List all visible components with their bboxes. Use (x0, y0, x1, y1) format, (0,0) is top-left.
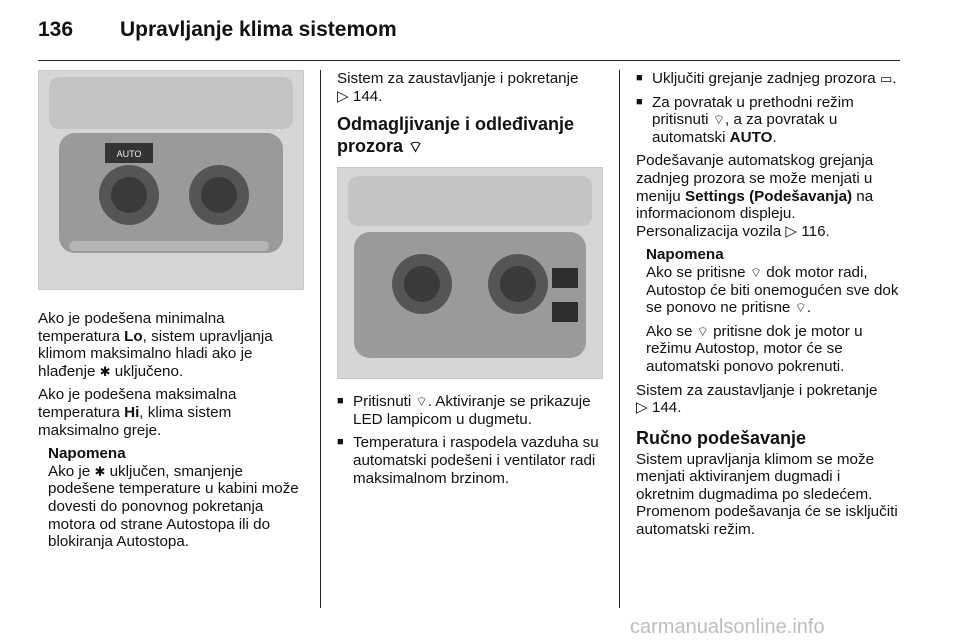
windshield-defrost-icon: ⌔ (712, 112, 726, 128)
climate-panel-defrost-photo (337, 167, 603, 379)
column-divider-1 (320, 70, 321, 608)
column-divider-2 (619, 70, 620, 608)
paragraph-min-temp: Ako je podešena minimalna temperatura Lo, sistem upravljanja klimom maksimalno hladi ako je hlađenje ✱ uključeno. (38, 310, 273, 380)
paragraph-settings: Podešavanje automatskog grejanja zadnjeg prozora se može menjati u meniju Settings (Podešavanja) na informacionom displeju. Personalizacija vozila ▷ 116. (636, 152, 874, 240)
paragraph-manual: Sistem upravljanja klimom se može menjati aktiviranjem dugmadi i okretnim dugmadima po sledećem. Promenom podešavanja će se isključiti automatski režim. (636, 450, 898, 539)
windshield-defrost-icon: ⌔ (794, 300, 807, 316)
note-title: Napomena (48, 445, 126, 463)
list-item: ■ Pritisnuti ⌔. Aktiviranje se prikazuje LED lampicom u dugmetu. (337, 393, 603, 428)
page-header (38, 10, 900, 50)
paragraph-stop-start-ref: Sistem za zaustavljanje i pokretanje ▷ 144. (636, 381, 878, 417)
windshield-defrost-icon: ⌔ (415, 394, 428, 410)
list-item: ■ Temperatura i raspodela vazduha su automatski podešeni i ventilator radi maksimalnom brzinom. (337, 434, 603, 487)
snowflake-icon: ✱ (94, 463, 106, 479)
ref-arrow-icon: ▷ (781, 222, 798, 240)
ref-arrow-icon: ▷ (636, 399, 648, 417)
column-2 (337, 70, 603, 493)
section-heading-manual: Ručno podešavanje (636, 427, 807, 448)
page-title: Upravljanje klima sistemom (120, 18, 397, 41)
list-item: ■ Uključiti grejanje zadnjeg prozora ▭. (636, 70, 902, 88)
list-item: ■ Za povratak u prethodni režim pritisnuti ⌔, a za povratak u automatski AUTO. (636, 94, 902, 147)
column-1 (38, 70, 304, 557)
note-block (38, 445, 304, 551)
paragraph-stop-start-ref: Sistem za zaustavljanje i pokretanje ▷ 144. (337, 70, 579, 105)
rear-window-heat-icon: ▭ (879, 71, 893, 86)
note-text: Ako se ⌔ pritisne dok je motor u režimu Autostop, motor će se automatski ponovo pokrenuti. (646, 322, 863, 375)
watermark: carmanualsonline.info (630, 616, 825, 638)
defrost-steps-continued (636, 70, 902, 146)
ref-arrow-icon: ▷ (337, 87, 349, 105)
section-heading-defrost: Odmagljivanje i odleđivanje prozora ⌔ (337, 113, 603, 159)
note-text: Ako se pritisne ⌔ dok motor radi, Autostop će biti onemogućen sve dok se ponovo ne pritisne ⌔. (646, 263, 899, 317)
defrost-steps (337, 393, 603, 487)
column-3 (636, 70, 902, 545)
snowflake-icon: ✱ (99, 363, 111, 379)
page-number: 136 (38, 18, 74, 41)
note-title: Napomena (646, 246, 724, 264)
note-text: Ako je ✱ uključen, smanjenje podešene temperature u kabini može dovesti do ponovnog pokretanja motora od strane Autostopa ili do blokiranja Autostopa. (48, 462, 299, 551)
note-block (636, 246, 902, 375)
paragraph-max-temp: Ako je podešena maksimalna temperatura Hi, klima sistem maksimalno greje. (38, 386, 237, 439)
windshield-defrost-icon: ⌔ (696, 323, 709, 339)
auto-button-label: AUTO (116, 149, 142, 159)
windshield-defrost-icon: ⌔ (749, 264, 763, 280)
windshield-defrost-icon: ⌔ (408, 139, 424, 157)
header-rule (38, 60, 900, 61)
climate-control-panel-photo (38, 70, 304, 290)
